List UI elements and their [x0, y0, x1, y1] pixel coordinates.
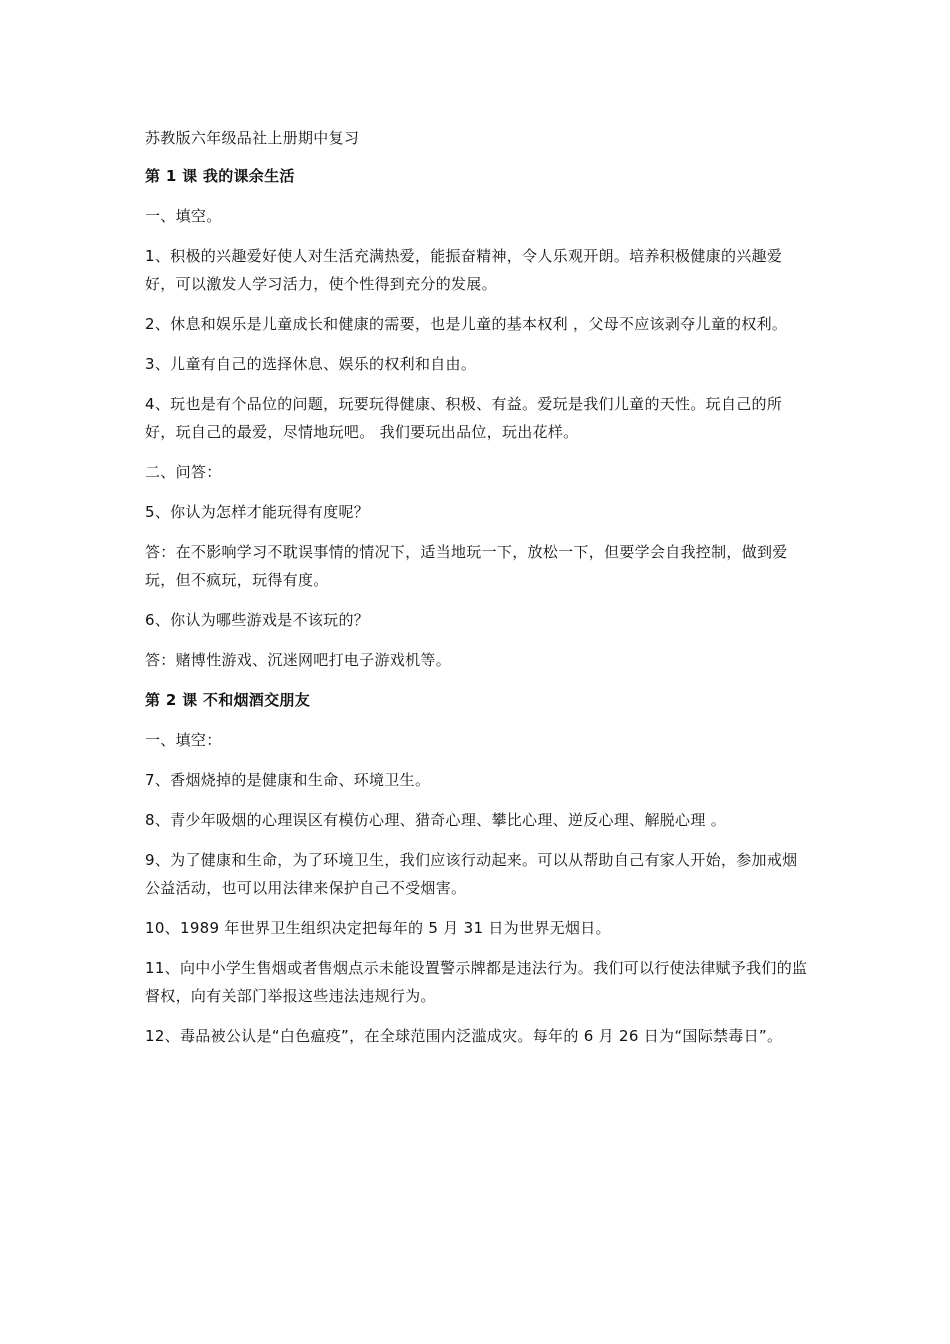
- item-11: 11、向中小学生售烟或者售烟点示未能设置警示牌都是违法行为。我们可以行使法律赋予我们的监督权，向有关部门举报这些违法违规行为。: [145, 959, 808, 1005]
- item-1: 1、积极的兴趣爱好使人对生活充满热爱，能振奋精神，令人乐观开朗。培养积极健康的兴趣爱好，可以激发人学习活力，使个性得到充分的发展。: [145, 247, 783, 293]
- item-10: 10、1989 年世界卫生组织决定把每年的 5 月 31 日为世界无烟日。: [145, 919, 611, 937]
- lesson-1-heading: 第 1 课 我的课余生活: [145, 167, 295, 185]
- document-title: 苏教版六年级品社上册期中复习: [145, 129, 360, 147]
- item-3: 3、儿童有自己的选择休息、娱乐的权利和自由。: [145, 355, 477, 373]
- item-12: 12、毒品被公认是“白色瘟疫”，在全球范围内泛滥成灾。每年的 6 月 26 日为“国际禁毒日”。: [145, 1027, 783, 1045]
- lesson-1-section-qa: 二、问答：: [145, 463, 222, 481]
- item-2: 2、休息和娱乐是儿童成长和健康的需要，也是儿童的基本权利 ，父母不应该剥夺儿童的权利。: [145, 315, 788, 333]
- question-6: 6、你认为哪些游戏是不该玩的？: [145, 611, 370, 629]
- item-7: 7、香烟烧掉的是健康和生命、环境卫生。: [145, 771, 431, 789]
- lesson-2-heading: 第 2 课 不和烟酒交朋友: [145, 691, 311, 709]
- item-9: 9、为了健康和生命，为了环境卫生，我们应该行动起来。可以从帮助自己有家人开始，参加戒烟公益活动，也可以用法律来保护自己不受烟害。: [145, 851, 798, 897]
- item-8: 8、青少年吸烟的心理误区有模仿心理、猎奇心理、攀比心理、逆反心理、解脱心理 。: [145, 811, 727, 829]
- question-5: 5、你认为怎样才能玩得有度呢？: [145, 503, 370, 521]
- answer-6: 答：赌博性游戏、沉迷网吧打电子游戏机等。: [145, 651, 452, 669]
- answer-5: 答：在不影响学习不耽误事情的情况下，适当地玩一下，放松一下，但要学会自我控制，做到爱玩，但不疯玩，玩得有度。: [145, 543, 788, 589]
- lesson-1-section-fill-blank: 一、填空。: [145, 207, 222, 225]
- lesson-2-section-fill-blank: 一、填空：: [145, 731, 222, 749]
- item-4: 4、玩也是有个品位的问题，玩要玩得健康、积极、有益。爱玩是我们儿童的天性。玩自己的所好，玩自己的最爱，尽情地玩吧。 我们要玩出品位，玩出花样。: [145, 395, 783, 441]
